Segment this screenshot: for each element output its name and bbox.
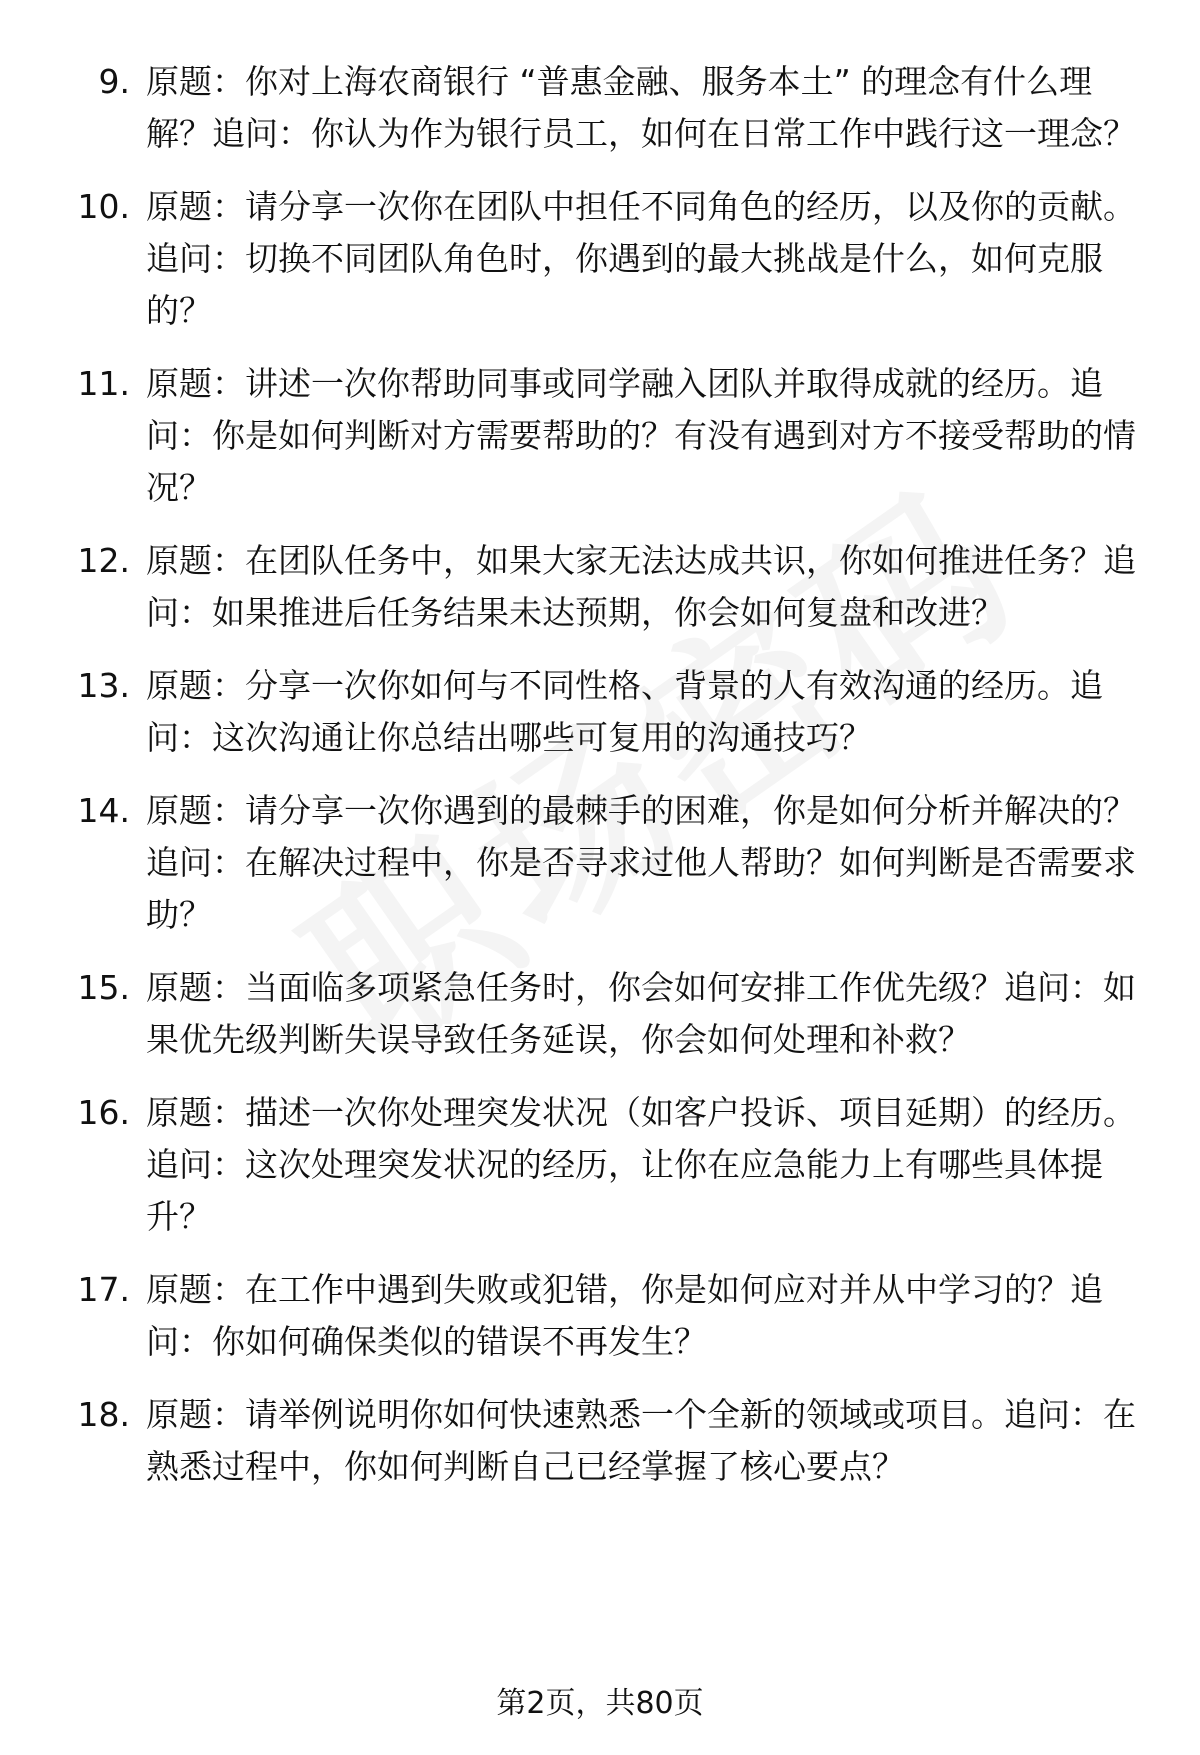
list-item	[52, 962, 1152, 1066]
list-item	[52, 56, 1152, 160]
question-number: 18.	[77, 1395, 130, 1434]
question-number: 11.	[77, 364, 130, 403]
question-text: 原题：在工作中遇到失败或犯错，你是如何应对并从中学习的？追问：你如何确保类似的错误不再发生？	[146, 1270, 1103, 1361]
question-list	[52, 56, 1152, 1514]
question-number: 16.	[77, 1093, 130, 1132]
question-text: 原题：当面临多项紧急任务时，你会如何安排工作优先级？追问：如果优先级判断失误导致任务延误，你会如何处理和补救？	[146, 968, 1136, 1059]
question-number: 17.	[77, 1270, 130, 1309]
list-item	[52, 660, 1152, 764]
question-number: 9.	[98, 62, 130, 101]
list-item	[52, 1087, 1152, 1243]
question-number: 10.	[77, 187, 130, 226]
question-number: 12.	[77, 541, 130, 580]
question-text: 原题：讲述一次你帮助同事或同学融入团队并取得成就的经历。追问：你是如何判断对方需要帮助的？有没有遇到对方不接受帮助的情况？	[146, 364, 1136, 507]
list-item	[52, 1264, 1152, 1368]
question-text: 原题：你对上海农商银行 “普惠金融、服务本土” 的理念有什么理解？追问：你认为作为银行员工，如何在日常工作中践行这一理念？	[146, 62, 1136, 153]
list-item	[52, 181, 1152, 337]
list-item	[52, 1389, 1152, 1493]
question-number: 13.	[77, 666, 130, 705]
question-text: 原题：分享一次你如何与不同性格、背景的人有效沟通的经历。追问：这次沟通让你总结出哪些可复用的沟通技巧？	[146, 666, 1103, 757]
question-number: 15.	[77, 968, 130, 1007]
question-text: 原题：请分享一次你遇到的最棘手的困难，你是如何分析并解决的？追问：在解决过程中，你是否寻求过他人帮助？如何判断是否需要求助？	[146, 791, 1136, 934]
list-item	[52, 535, 1152, 639]
list-item	[52, 785, 1152, 941]
question-number: 14.	[77, 791, 130, 830]
question-text: 原题：请举例说明你如何快速熟悉一个全新的领域或项目。追问：在熟悉过程中，你如何判断自己已经掌握了核心要点？	[146, 1395, 1136, 1486]
question-text: 原题：请分享一次你在团队中担任不同角色的经历，以及你的贡献。追问：切换不同团队角色时，你遇到的最大挑战是什么，如何克服的？	[146, 187, 1136, 330]
question-text: 原题：在团队任务中，如果大家无法达成共识，你如何推进任务？追问：如果推进后任务结果未达预期，你会如何复盘和改进？	[146, 541, 1136, 632]
list-item	[52, 358, 1152, 514]
question-text: 原题：描述一次你处理突发状况（如客户投诉、项目延期）的经历。追问：这次处理突发状况的经历，让你在应急能力上有哪些具体提升？	[146, 1093, 1136, 1236]
page-footer: 第2页，共80页	[496, 1686, 704, 1721]
